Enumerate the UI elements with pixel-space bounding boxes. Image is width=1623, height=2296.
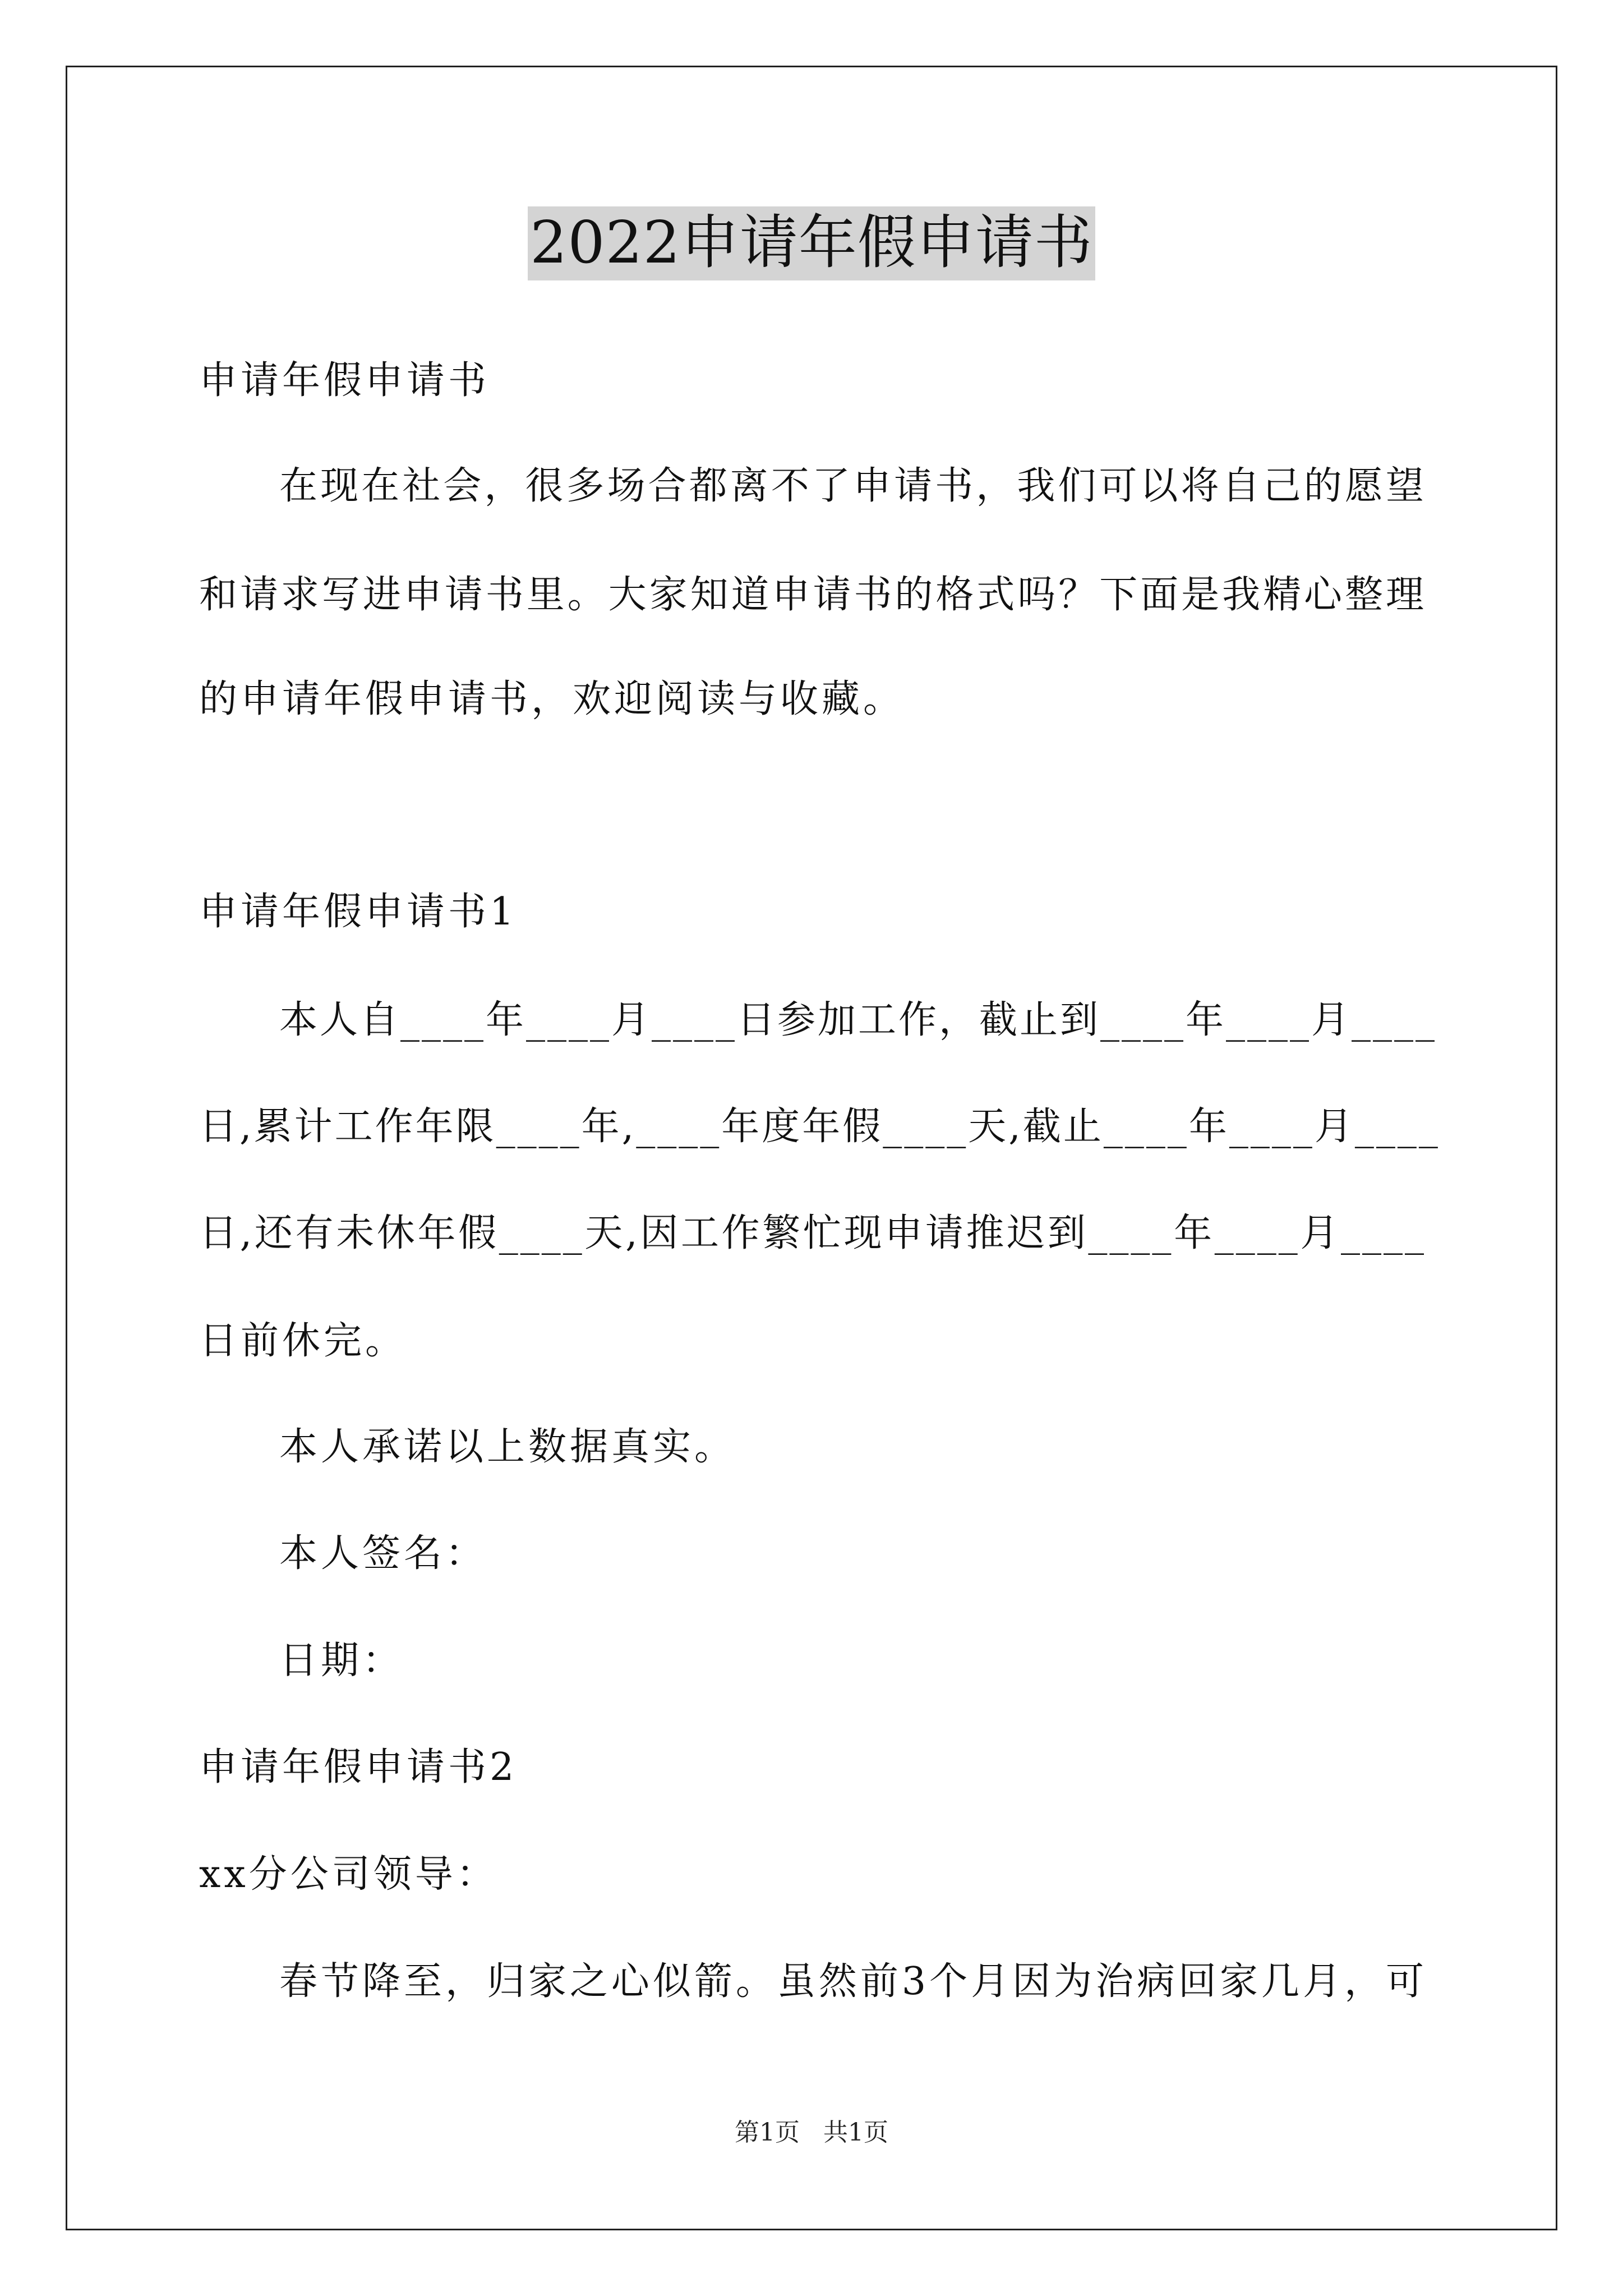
letter-body-line-1: 春节降至，归家之心似箭。虽然前3个月因为治病回家几月，可 [279,1959,1427,2004]
section-heading-2: 申请年假申请书2 [199,1745,518,1789]
date-line: 日期： [279,1639,404,1683]
intro-paragraph-line-1: 在现在社会，很多场合都离不了申请书，我们可以将自己的愿望 [279,464,1426,508]
document-title [0,206,1623,280]
form-line-2: 日,累计工作年限____年,____年度年假____天,截止____年____月____ [199,1105,1440,1149]
commitment-line: 本人承诺以上数据真实。 [279,1425,736,1469]
salutation-line: xx分公司领导： [199,1852,498,1897]
section-heading-1: 申请年假申请书1 [199,890,518,934]
intro-paragraph-line-2: 和请求写进申请书里。大家知道申请书的格式吗？下面是我精心整理 [199,573,1426,617]
form-line-1: 本人自____年____月____日参加工作，截止到____年____月____ [279,998,1437,1042]
intro-paragraph-line-3: 的申请年假申请书，欢迎阅读与收藏。 [199,677,905,721]
page-number: 第1页 共1页 [735,2118,888,2147]
signature-line: 本人签名： [279,1531,487,1576]
intro-heading: 申请年假申请书 [199,358,490,403]
form-line-3: 日,还有未休年假____天,因工作繁忙现申请推迟到____年____月____ [199,1211,1426,1255]
form-line-4: 日前休完。 [199,1319,407,1363]
document-title-text: 2022申请年假申请书 [528,206,1095,280]
page-footer [0,2120,1623,2145]
